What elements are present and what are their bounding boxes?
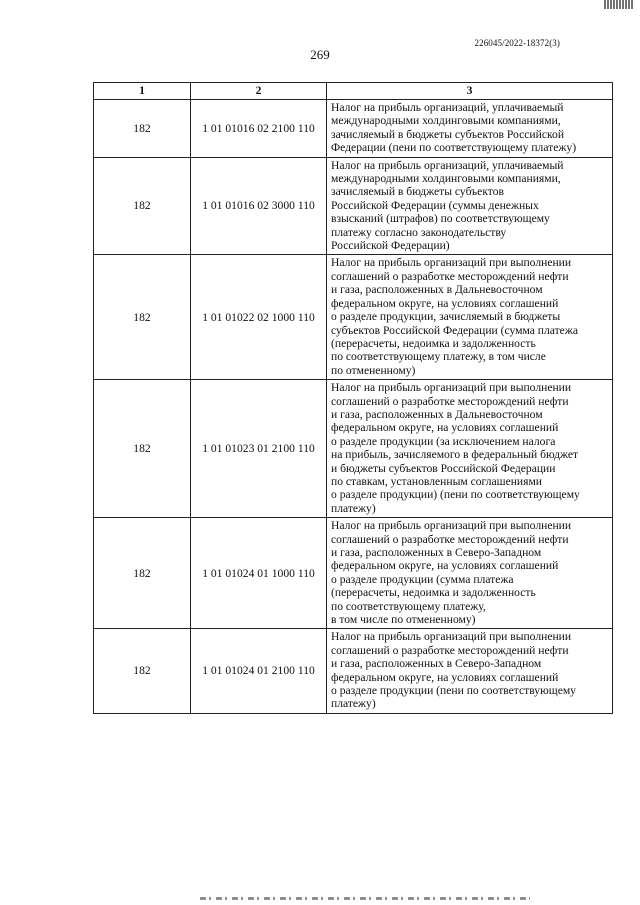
document-number: 226045/2022-18372(3): [474, 38, 560, 48]
description-cell: Налог на прибыль организаций при выполнении соглашений о разработке месторождений нефти и газа, расположенных в Дальневосточном федеральном округе, на условиях соглашений о разделе продукции (за исключением налога на прибыль, зачисляемого в федеральный бюджет и бюджеты субъектов Российской Федерации по ставкам, установленным соглашениями о разделе продукции) (пени по соответствующему платежу): [327, 380, 613, 518]
table-row: [94, 380, 613, 518]
budget-codes-table: [93, 82, 613, 714]
description-cell: Налог на прибыль организаций при выполнении соглашений о разработке месторождений нефти и газа, расположенных в Северо-Западном федеральном округе, на условиях соглашений о разделе продукции (сумма платежа (перерасчеты, недоимка и задолженность по соответствующему платежу, в том числе по отмененному): [327, 518, 613, 629]
admin-code-cell: 182: [94, 100, 191, 158]
admin-code-cell: 182: [94, 629, 191, 713]
admin-code-cell: 182: [94, 518, 191, 629]
kbk-code-cell: 1 01 01024 01 2100 110: [191, 629, 327, 713]
kbk-code-cell: 1 01 01022 02 1000 110: [191, 255, 327, 380]
description-cell: Налог на прибыль организаций, уплачиваемый международными холдинговыми компаниями, зачисляемый в бюджеты субъектов Российской Федерации (суммы денежных взысканий (штрафов) по соответствующему платежу согласно законодательству Российской Федерации): [327, 157, 613, 255]
table-header-row: [94, 83, 613, 100]
kbk-code-cell: 1 01 01016 02 3000 110: [191, 157, 327, 255]
scan-corner-mark: [604, 0, 634, 9]
description-cell: Налог на прибыль организаций при выполнении соглашений о разработке месторождений нефти и газа, расположенных в Северо-Западном федеральном округе, на условиях соглашений о разделе продукции (пени по соответствующему платежу): [327, 629, 613, 713]
table-row: [94, 157, 613, 255]
kbk-code-cell: 1 01 01023 01 2100 110: [191, 380, 327, 518]
description-cell: Налог на прибыль организаций при выполнении соглашений о разработке месторождений нефти и газа, расположенных в Дальневосточном федеральном округе, на условиях соглашений о разделе продукции, зачисляемый в бюджеты субъектов Российской Федерации (сумма платежа (перерасчеты, недоимка и задолженность по соответствующему платежу, в том числе по отмененному): [327, 255, 613, 380]
page-number: 269: [310, 47, 330, 62]
description-cell: Налог на прибыль организаций, уплачиваемый международными холдинговыми компаниями, зачисляемый в бюджеты субъектов Российской Федерации (пени по соответствующему платежу): [327, 100, 613, 158]
table-row: [94, 100, 613, 158]
admin-code-cell: 182: [94, 255, 191, 380]
admin-code-cell: 182: [94, 157, 191, 255]
column-header-3: 3: [327, 83, 613, 100]
kbk-code-cell: 1 01 01016 02 2100 110: [191, 100, 327, 158]
scan-footer-artifact: [200, 897, 530, 900]
table-row: [94, 255, 613, 380]
table-row: [94, 629, 613, 713]
table-row: [94, 518, 613, 629]
column-header-1: 1: [94, 83, 191, 100]
column-header-2: 2: [191, 83, 327, 100]
admin-code-cell: 182: [94, 380, 191, 518]
kbk-code-cell: 1 01 01024 01 1000 110: [191, 518, 327, 629]
